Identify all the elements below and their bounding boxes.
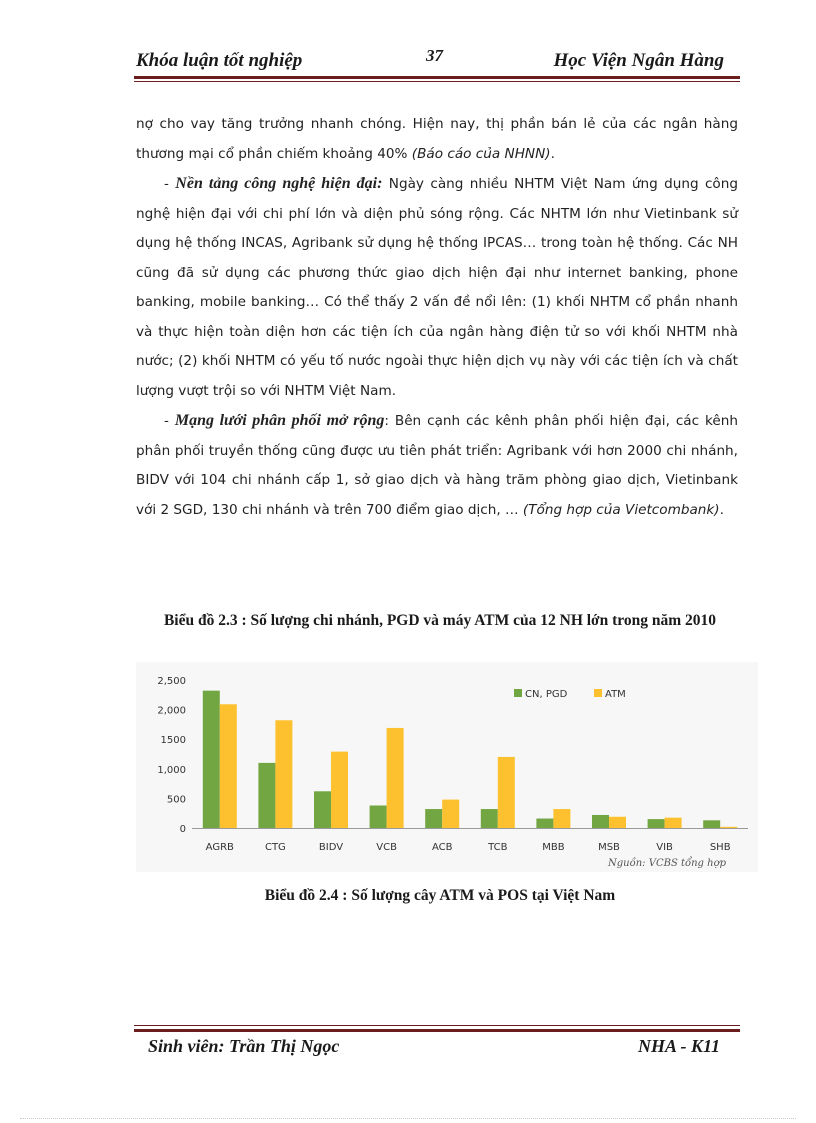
bar-cn-pgd-bidv — [314, 791, 331, 828]
header-rule-thin — [134, 81, 740, 82]
x-tick-label: MSB — [598, 842, 620, 853]
paragraph-1 — [136, 110, 738, 169]
bar-cn-pgd-mbb — [536, 819, 553, 828]
y-tick-label: 500 — [166, 794, 186, 806]
page-footer — [134, 1036, 734, 1064]
bar-atm-vib — [665, 818, 682, 828]
y-tick-label: 2,000 — [157, 705, 186, 717]
paragraph-3 — [136, 406, 738, 525]
x-tick-label: ACB — [431, 842, 453, 853]
chart-caption-2-3: Biểu đồ 2.3 : Số lượng chi nhánh, PGD và máy ATM của 12 NH lớn trong năm 2010 — [163, 612, 717, 629]
page-header — [134, 46, 734, 76]
y-tick-label: 1500 — [160, 735, 186, 747]
paragraph-3-source: (Tổng hợp của Vietcombank) — [522, 501, 720, 518]
bar-chart — [136, 662, 758, 872]
bar-chart-svg — [136, 662, 758, 872]
bar-atm-msb — [609, 817, 626, 828]
paragraph-1-text: nợ cho vay tăng trưởng nhanh chóng. Hiện nay, thị phần bán lẻ của các ngân hàng thương mại cổ phần chiếm khoảng 40% — [136, 116, 738, 162]
legend-label: ATM — [605, 689, 626, 700]
footer-rule-thin — [134, 1025, 740, 1026]
chart-caption-2-4: Biểu đồ 2.4 : Số lượng cây ATM và POS tại Việt Nam — [264, 887, 616, 904]
paragraph-1-end: . — [550, 145, 555, 162]
bar-atm-ctg — [275, 720, 292, 828]
bar-cn-pgd-acb — [425, 809, 442, 828]
paragraph-3-heading: Mạng lưới phân phối mở rộng — [174, 412, 385, 429]
header-thesis-label: Khóa luận tốt nghiệp — [136, 50, 303, 71]
legend-swatch — [594, 689, 602, 697]
bar-atm-bidv — [331, 752, 348, 828]
x-tick-label: TCB — [488, 842, 508, 853]
footer-rule — [134, 1029, 740, 1032]
paragraph-2-lead: - — [164, 176, 176, 192]
footer-class: NHA - K11 — [637, 1036, 720, 1056]
legend-swatch — [514, 689, 522, 697]
paragraph-3-end: . — [719, 501, 724, 518]
y-tick-label: 0 — [179, 824, 186, 835]
bar-cn-pgd-shb — [703, 820, 720, 828]
x-tick-label: VCB — [376, 842, 397, 853]
paragraph-2 — [136, 169, 738, 406]
paragraph-3-text: : Bên cạnh các kênh phân phối hiện đại, các kênh phân phối truyền thống cũng được ưu tiên phát triển: Agribank với hơn 2000 chi nhánh, BIDV với 104 chi nhánh cấp 1, sở giao dịch và hàng trăm phòng giao dịch, Vietinbank với 2 SGD, 130 chi nhánh và trên 700 điểm giao dịch, … — [136, 413, 739, 518]
bar-atm-shb — [720, 827, 737, 828]
x-tick-label: CTG — [264, 842, 286, 853]
bar-atm-vcb — [387, 728, 404, 828]
body-text — [136, 110, 738, 525]
bar-cn-pgd-vib — [648, 819, 665, 828]
legend-label: CN, PGD — [525, 689, 568, 700]
x-tick-label: AGRB — [205, 842, 234, 853]
header-institution: Học Viện Ngân Hàng — [553, 50, 724, 71]
bar-cn-pgd-ctg — [258, 763, 275, 828]
chart-source-note: Nguồn: VCBS tổng hợp — [608, 858, 726, 869]
bar-atm-acb — [442, 800, 459, 828]
y-tick-label: 1,000 — [157, 764, 186, 776]
bar-cn-pgd-msb — [592, 815, 609, 828]
page-number: 37 — [426, 46, 443, 65]
y-tick-label: 2,500 — [157, 676, 186, 687]
bar-cn-pgd-tcb — [481, 809, 498, 828]
x-tick-label: MBB — [542, 842, 565, 853]
x-tick-label: SHB — [709, 842, 731, 853]
bar-cn-pgd-agrb — [203, 691, 220, 828]
bar-atm-tcb — [498, 757, 515, 828]
paragraph-3-lead: - — [164, 413, 175, 429]
x-tick-label: BIDV — [318, 842, 344, 853]
bar-cn-pgd-vcb — [370, 806, 387, 828]
page-bottom-dotted-line — [20, 1118, 796, 1119]
bar-atm-agrb — [220, 704, 237, 828]
paragraph-2-text: Ngày càng nhiều NHTM Việt Nam ứng dụng công nghệ hiện đại với chi phí lớn và diện phủ sóng rộng. Các NHTM lớn như Vietinbank sử dụng hệ thống INCAS, Agribank sử dụng hệ thống IPCAS… trong toàn hệ thống. Các NH cũng đã sử dụng các phương thức giao dịch hiện đại như internet banking, phone banking, mobile banking… Có thể thấy 2 vấn đề nổi lên: (1) khối NHTM cổ phần nhanh và thực hiện toàn diện hơn các tiện ích của ngân hàng điện tử so với khối NHTM nhà nước; (2) khối NHTM có yếu tố nước ngoài thực hiện dịch vụ này với các tiện ích và chất lượng vượt trội so với NHTM Việt Nam. — [136, 176, 738, 399]
footer-author: Sinh viên: Trần Thị Ngọc — [148, 1036, 340, 1056]
x-tick-label: VIB — [656, 842, 673, 853]
paragraph-1-source: (Báo cáo của NHNN) — [411, 145, 551, 162]
paragraph-2-heading: Nền tảng công nghệ hiện đại: — [175, 175, 383, 192]
header-rule — [134, 76, 740, 79]
bar-atm-mbb — [553, 809, 570, 828]
